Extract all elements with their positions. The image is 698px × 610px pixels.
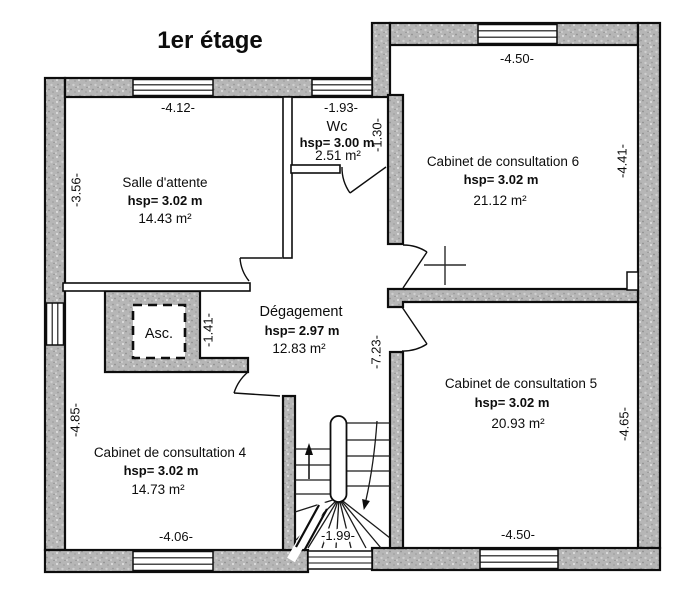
partition-salle-wc [283, 97, 292, 258]
stair-treads-right [347, 423, 390, 486]
room-label-cabinet-6 [427, 154, 579, 208]
wall-right [638, 23, 660, 548]
room-area: 2.51 m² [315, 148, 361, 163]
stair-treads-left [295, 449, 331, 494]
room-hsp: hsp= 3.02 m [463, 172, 539, 187]
door-salle-attente [240, 258, 282, 281]
room-area: 14.73 m² [131, 482, 185, 497]
center-cross-mark [424, 246, 466, 285]
room-name: Cabinet de consultation 6 [426, 154, 580, 169]
stair-newel [331, 416, 347, 502]
room-area: 12.83 m² [272, 341, 326, 356]
partition-salle-bottom [63, 283, 250, 291]
wall-stairwell-left [283, 396, 295, 550]
room-label-ascenseur: Asc. [144, 326, 174, 342]
room-name: Dégagement [259, 304, 343, 320]
wall-jog-center-top [372, 23, 390, 97]
door-cabinet-5 [402, 307, 427, 351]
window-cabinet4-bottom-icon [133, 552, 213, 571]
door-wc [342, 167, 386, 193]
room-name: Cabinet de consultation 4 [93, 445, 247, 460]
window-left-wall-icon [47, 303, 64, 345]
dim-elevator-recess: -1.41- [200, 313, 216, 347]
stair-down-arrow [362, 421, 377, 510]
window-stairs-bottom-icon [308, 551, 372, 569]
window-salle-top-icon [133, 80, 213, 96]
wall-middle-upper [388, 95, 403, 244]
wall-middle-lower [390, 352, 403, 548]
room-label-wc [300, 119, 375, 163]
dim-bottom-right: -4.50- [501, 527, 535, 542]
partition-wc-bottom [291, 165, 340, 173]
room-hsp: hsp= 3.00 m [299, 135, 375, 150]
wall-cabinet6-bottom [388, 289, 638, 307]
dim-left-upper: -3.56- [68, 173, 84, 207]
dim-top-right: -4.50- [500, 51, 534, 66]
room-hsp: hsp= 3.02 m [127, 193, 203, 208]
dim-stairs-width: -1.99- [321, 528, 355, 543]
window-cabinet5-bottom-icon [480, 550, 558, 569]
room-area: 14.43 m² [138, 211, 192, 226]
room-name: Salle d'attente [122, 175, 208, 190]
room-name: Wc [326, 119, 348, 135]
dim-top-left: -4.12- [161, 100, 195, 115]
room-hsp: hsp= 2.97 m [264, 323, 340, 338]
room-label-degagement [259, 304, 342, 356]
door-cabinet-6 [403, 245, 427, 288]
page-title: 1er étage [157, 27, 263, 54]
dim-right-lower: -4.65- [616, 407, 632, 441]
room-hsp: hsp= 3.02 m [123, 463, 199, 478]
window-cabinet6-top-icon [478, 25, 557, 44]
room-label-salle-attente [122, 175, 207, 226]
room-area: 21.12 m² [473, 193, 527, 208]
window-wc-top-icon [312, 80, 372, 96]
room-name: Cabinet de consultation 5 [444, 376, 598, 391]
door-cabinet-4 [234, 372, 280, 396]
dim-wc-depth: -1.30- [369, 118, 385, 152]
room-hsp: hsp= 3.02 m [474, 395, 550, 410]
duct-notch [627, 272, 638, 290]
room-label-cabinet-4 [94, 445, 247, 497]
dim-right-upper: -4.41- [614, 144, 630, 178]
room-label-cabinet-5 [445, 376, 597, 431]
dim-left-lower: -4.85- [67, 403, 83, 437]
dim-top-wc: -1.93- [324, 100, 358, 115]
room-area: 20.93 m² [491, 416, 545, 431]
dim-bottom-left: -4.06- [159, 529, 193, 544]
dim-middle-vertical: -7.23- [368, 335, 384, 369]
